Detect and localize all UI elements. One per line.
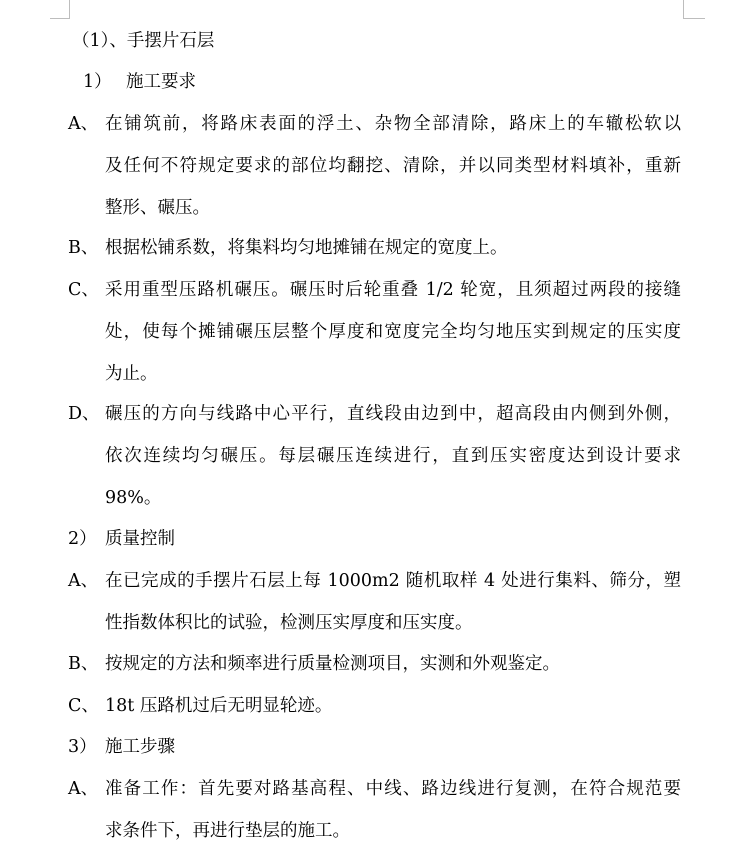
item-text-line: 98%。 bbox=[105, 488, 162, 508]
item-marker: C、 bbox=[68, 696, 99, 716]
item-text-line: 按规定的方法和频率进行质量检测项目，实测和外观鉴定。 bbox=[105, 654, 560, 674]
item-marker: A、 bbox=[68, 114, 99, 134]
crop-mark-top-right-vertical bbox=[683, 0, 684, 18]
section-heading: （1）、手摆片石层 bbox=[72, 31, 215, 51]
item-marker: C、 bbox=[68, 280, 99, 300]
item-text-line: 在铺筑前，将路床表面的浮土、杂物全部清除，路床上的车辙松软以 bbox=[105, 114, 681, 134]
item-text-line: 碾压的方向与线路中心平行，直线段由边到中，超高段由内侧到外侧， bbox=[105, 404, 681, 424]
item-text-line: 18t 压路机过后无明显轮迹。 bbox=[105, 696, 333, 716]
item-text-line: 采用重型压路机碾压。碾压时后轮重叠 1/2 轮宽，且须超过两段的接缝 bbox=[105, 280, 681, 300]
item-text-line: 性指数体积比的试验，检测压实厚度和压实度。 bbox=[105, 613, 473, 633]
item-marker: D、 bbox=[68, 404, 100, 424]
item-text-line: 整形、碾压。 bbox=[105, 198, 210, 218]
item-text-line: 准备工作：首先要对路基高程、中线、路边线进行复测，在符合规范要 bbox=[105, 779, 681, 799]
section1-number: 1） bbox=[83, 72, 112, 92]
section1-title: 施工要求 bbox=[126, 72, 196, 92]
item-text-line: 处，使每个摊铺碾压层整个厚度和宽度完全均匀地压实到规定的压实度 bbox=[105, 322, 681, 342]
section2-title: 质量控制 bbox=[105, 529, 175, 549]
item-text-line: 根据松铺系数，将集料均匀地摊铺在规定的宽度上。 bbox=[105, 238, 508, 258]
item-text-line: 在已完成的手摆片石层上每 1000m2 随机取样 4 处进行集料、筛分，塑 bbox=[105, 571, 681, 591]
item-text-line: 求条件下，再进行垫层的施工。 bbox=[105, 821, 350, 841]
crop-mark-top-right-horizontal bbox=[683, 18, 705, 19]
crop-mark-top-left-horizontal bbox=[50, 18, 70, 19]
item-marker: B、 bbox=[68, 654, 99, 674]
section3-title: 施工步骤 bbox=[105, 737, 175, 757]
section3-number: 3） bbox=[68, 737, 97, 757]
crop-mark-top-left-vertical bbox=[69, 0, 70, 18]
item-marker: A、 bbox=[68, 779, 99, 799]
item-text-line: 依次连续均匀碾压。每层碾压连续进行，直到压实密度达到设计要求 bbox=[105, 446, 681, 466]
item-text-line: 及任何不符规定要求的部位均翻挖、清除，并以同类型材料填补，重新 bbox=[105, 156, 681, 176]
section2-number: 2） bbox=[68, 529, 97, 549]
item-marker: B、 bbox=[68, 238, 99, 258]
item-text-line: 为止。 bbox=[105, 364, 158, 384]
item-marker: A、 bbox=[68, 571, 99, 591]
